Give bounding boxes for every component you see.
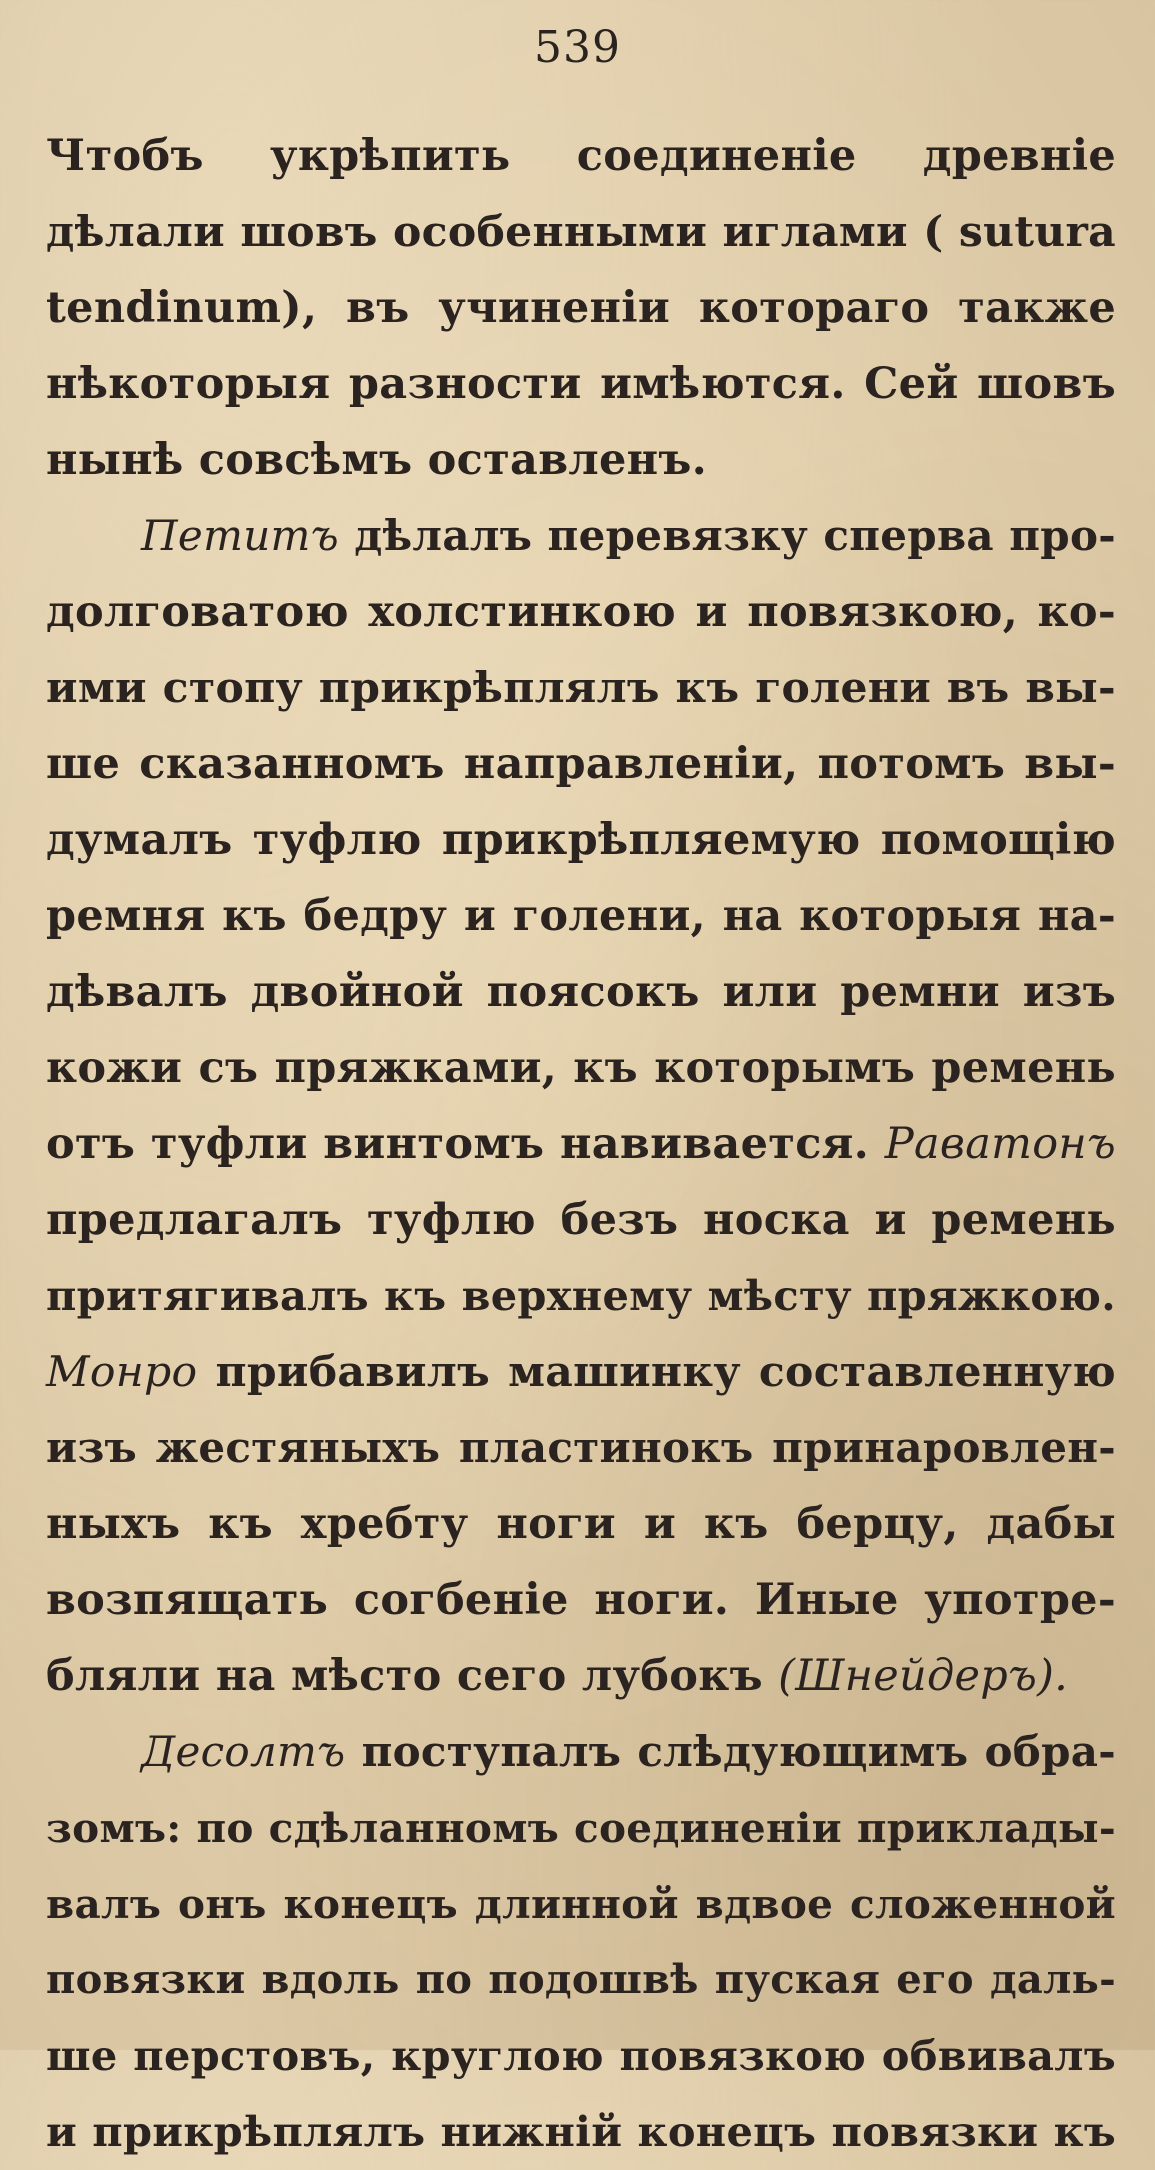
text-run: дѣлали шовъ особенными иглами ( sutura <box>46 207 1116 257</box>
text-line <box>46 1866 1116 1942</box>
italic-name: (Шнейдеръ). <box>778 1651 1069 1701</box>
text-line <box>46 1714 1116 1790</box>
italic-name: Раватонъ <box>884 1119 1116 1169</box>
text-run: предлагалъ туфлю безъ носка и ремень <box>46 1195 1116 1245</box>
text-run: зомъ: по сдѣланномъ соединенiи приклады- <box>46 1804 1116 1852</box>
text-line <box>46 270 1116 346</box>
text-line <box>46 498 1116 574</box>
text-line <box>46 954 1116 1030</box>
text-run: ими стопу прикрѣплялъ къ голени въ вы- <box>46 663 1116 713</box>
text-line <box>46 1106 1116 1182</box>
text-line <box>46 194 1116 270</box>
text-run: дѣвалъ двойной поясокъ или ремни изъ <box>46 967 1116 1017</box>
text-run: ремня къ бедру и голени, на которыя на- <box>46 891 1116 941</box>
text-run: думалъ туфлю прикрѣпляемую помощiю <box>46 815 1116 865</box>
text-line <box>46 802 1116 878</box>
text-line <box>46 574 1116 650</box>
text-run: притягивалъ къ верхнему мѣсту пряжкою. <box>46 1271 1116 1320</box>
text-line <box>46 118 1116 194</box>
text-line <box>46 726 1116 802</box>
text-line <box>46 1942 1116 2018</box>
text-run: долговатою холстинкою и повязкою, ко- <box>46 587 1116 637</box>
text-run: дѣлалъ перевязку сперва про- <box>338 511 1116 560</box>
text-run: tendinum), въ учиненiи котораго также <box>46 283 1116 333</box>
text-run: изъ жестяныхъ пластинокъ принаровлен- <box>46 1423 1116 1472</box>
text-line <box>46 2094 1116 2170</box>
text-line <box>46 1334 1116 1410</box>
text-run: бляли на мѣсто сего лубокъ <box>46 1651 779 1701</box>
text-run: повязки вдоль по подошвѣ пуская его даль- <box>46 1956 1116 2003</box>
text-line <box>46 650 1116 726</box>
text-line <box>46 1486 1116 1562</box>
text-line <box>46 2018 1116 2094</box>
italic-name: Монро <box>46 1348 198 1397</box>
text-run: нѣкоторыя разности имѣются. Сей шовъ <box>46 359 1116 409</box>
text-line <box>46 1638 1116 1714</box>
text-run: нынѣ совсѣмъ оставленъ. <box>46 435 707 485</box>
text-line <box>46 1258 1116 1334</box>
text-run: ше сказанномъ направленiи, потомъ вы- <box>46 739 1116 789</box>
body-text <box>46 118 1116 2170</box>
text-line <box>46 422 1116 498</box>
text-line <box>46 346 1116 422</box>
text-run: валъ онъ конецъ длинной вдвое сложенной <box>46 1880 1116 1928</box>
text-run: ныхъ къ хребту ноги и къ берцу, дабы <box>46 1499 1116 1549</box>
text-run: поступалъ слѣдующимъ обра- <box>345 1727 1116 1776</box>
text-line <box>46 878 1116 954</box>
italic-name: Десолтъ <box>141 1727 346 1776</box>
text-run: отъ туфли винтомъ навивается. <box>46 1119 885 1169</box>
text-line <box>46 1790 1116 1866</box>
text-line <box>46 1030 1116 1106</box>
page-number: 539 <box>534 22 621 73</box>
text-run: и прикрѣплялъ нижнiй конецъ повязки къ <box>46 2107 1116 2156</box>
text-line <box>46 1182 1116 1258</box>
italic-name: Петитъ <box>141 511 339 560</box>
text-line <box>46 1410 1116 1486</box>
text-run: прибавилъ машинку составленную <box>197 1347 1116 1397</box>
text-run: возпящать согбенiе ноги. Иные употре- <box>46 1575 1116 1625</box>
text-line <box>46 1562 1116 1638</box>
text-run: Чтобъ укрѣпить соединенiе древнiе <box>46 131 1116 181</box>
text-run: ше перстовъ, круглою повязкою обвивалъ <box>46 2031 1116 2080</box>
text-run: кожи съ пряжками, къ которымъ ремень <box>46 1043 1116 1093</box>
